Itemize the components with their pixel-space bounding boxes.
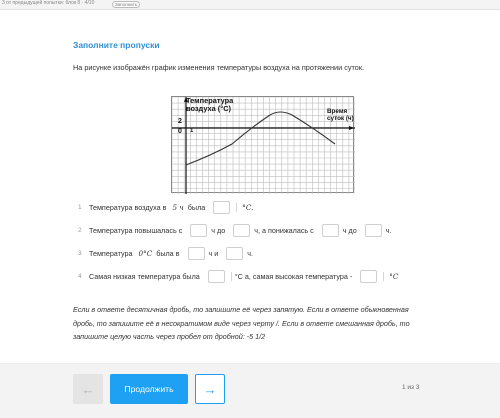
question-unit: °C. [242,202,254,212]
task-intro: На рисунке изображён график изменения температуры воздуха на протяжении суток. [73,63,365,72]
previous-button[interactable] [73,374,103,404]
question-number: 1 [78,203,82,211]
question-text: ч. [247,248,254,258]
x-axis-arrow [349,126,354,130]
answer-input-2a[interactable] [190,224,207,237]
graph-x-label: Время суток (ч) [327,108,354,122]
answer-input-4a[interactable] [208,270,225,283]
question-4 [78,269,398,283]
question-number: 4 [78,272,82,280]
question-text: ч и [208,248,219,258]
task-page [0,10,500,418]
question-text: Температура повышалась с [89,225,183,235]
graph-tick-y: 2 [178,118,182,125]
question-text: Температура [89,248,133,258]
divider [231,272,232,281]
arrow-right-icon: → [203,381,217,397]
question-text: ч до [342,225,357,235]
next-button[interactable] [195,374,225,404]
question-text: была в [156,248,180,258]
topbar-pill-button[interactable]: Заполнить [112,1,140,8]
continue-button[interactable]: Продолжить [110,374,188,404]
graph-tick-x: 1 [190,128,194,134]
footer-bar [0,363,500,418]
graph-y-label: Температура воздуха (°С) [186,96,234,113]
divider [383,272,384,281]
question-text: ч, а понижалась с [254,225,314,235]
question-1 [78,200,253,214]
question-2 [78,223,395,237]
section-title: Заполните пропуски [73,40,160,50]
browser-topbar [0,0,500,10]
page-counter: 1 из 3 [402,384,420,391]
question-text: Самая низкая температура была [89,271,200,281]
question-number: 3 [78,249,82,257]
answer-input-4b[interactable] [360,270,377,283]
question-math: 5 ч [172,202,184,212]
question-math: 0°C [138,248,153,258]
question-text: °C а, самая высокая температура - [234,271,353,281]
question-text: была [187,202,206,212]
answer-format-hint: Если в ответе десятичная дробь, то запишите её через запятую. Если в ответе обыкновенная дробь, то запишите её в несократимом виде через черту /. Если в ответе смешанная дробь, то запишите целую часть через пробел от дробной: -5 1/2 [73,305,410,341]
question-number: 2 [78,226,82,234]
answer-input-2d[interactable] [365,224,382,237]
arrow-left-icon: ← [81,381,95,397]
question-text: ч. [385,225,392,235]
question-3 [78,246,257,260]
answer-input-1a[interactable] [213,201,230,214]
question-unit: °C [389,271,399,281]
question-text: ч до [211,225,226,235]
graph-tick-origin: 0 [178,128,182,135]
answer-input-2b[interactable] [233,224,250,237]
topbar-crumb: 3 от предыдущей попытки: блок 8 · 4/10 [2,0,95,6]
question-text: Температура воздуха в [89,202,167,212]
answer-input-2c[interactable] [322,224,339,237]
temperature-graph [171,96,354,193]
divider [236,203,237,212]
answer-input-3a[interactable] [188,247,205,260]
answer-input-3b[interactable] [226,247,243,260]
